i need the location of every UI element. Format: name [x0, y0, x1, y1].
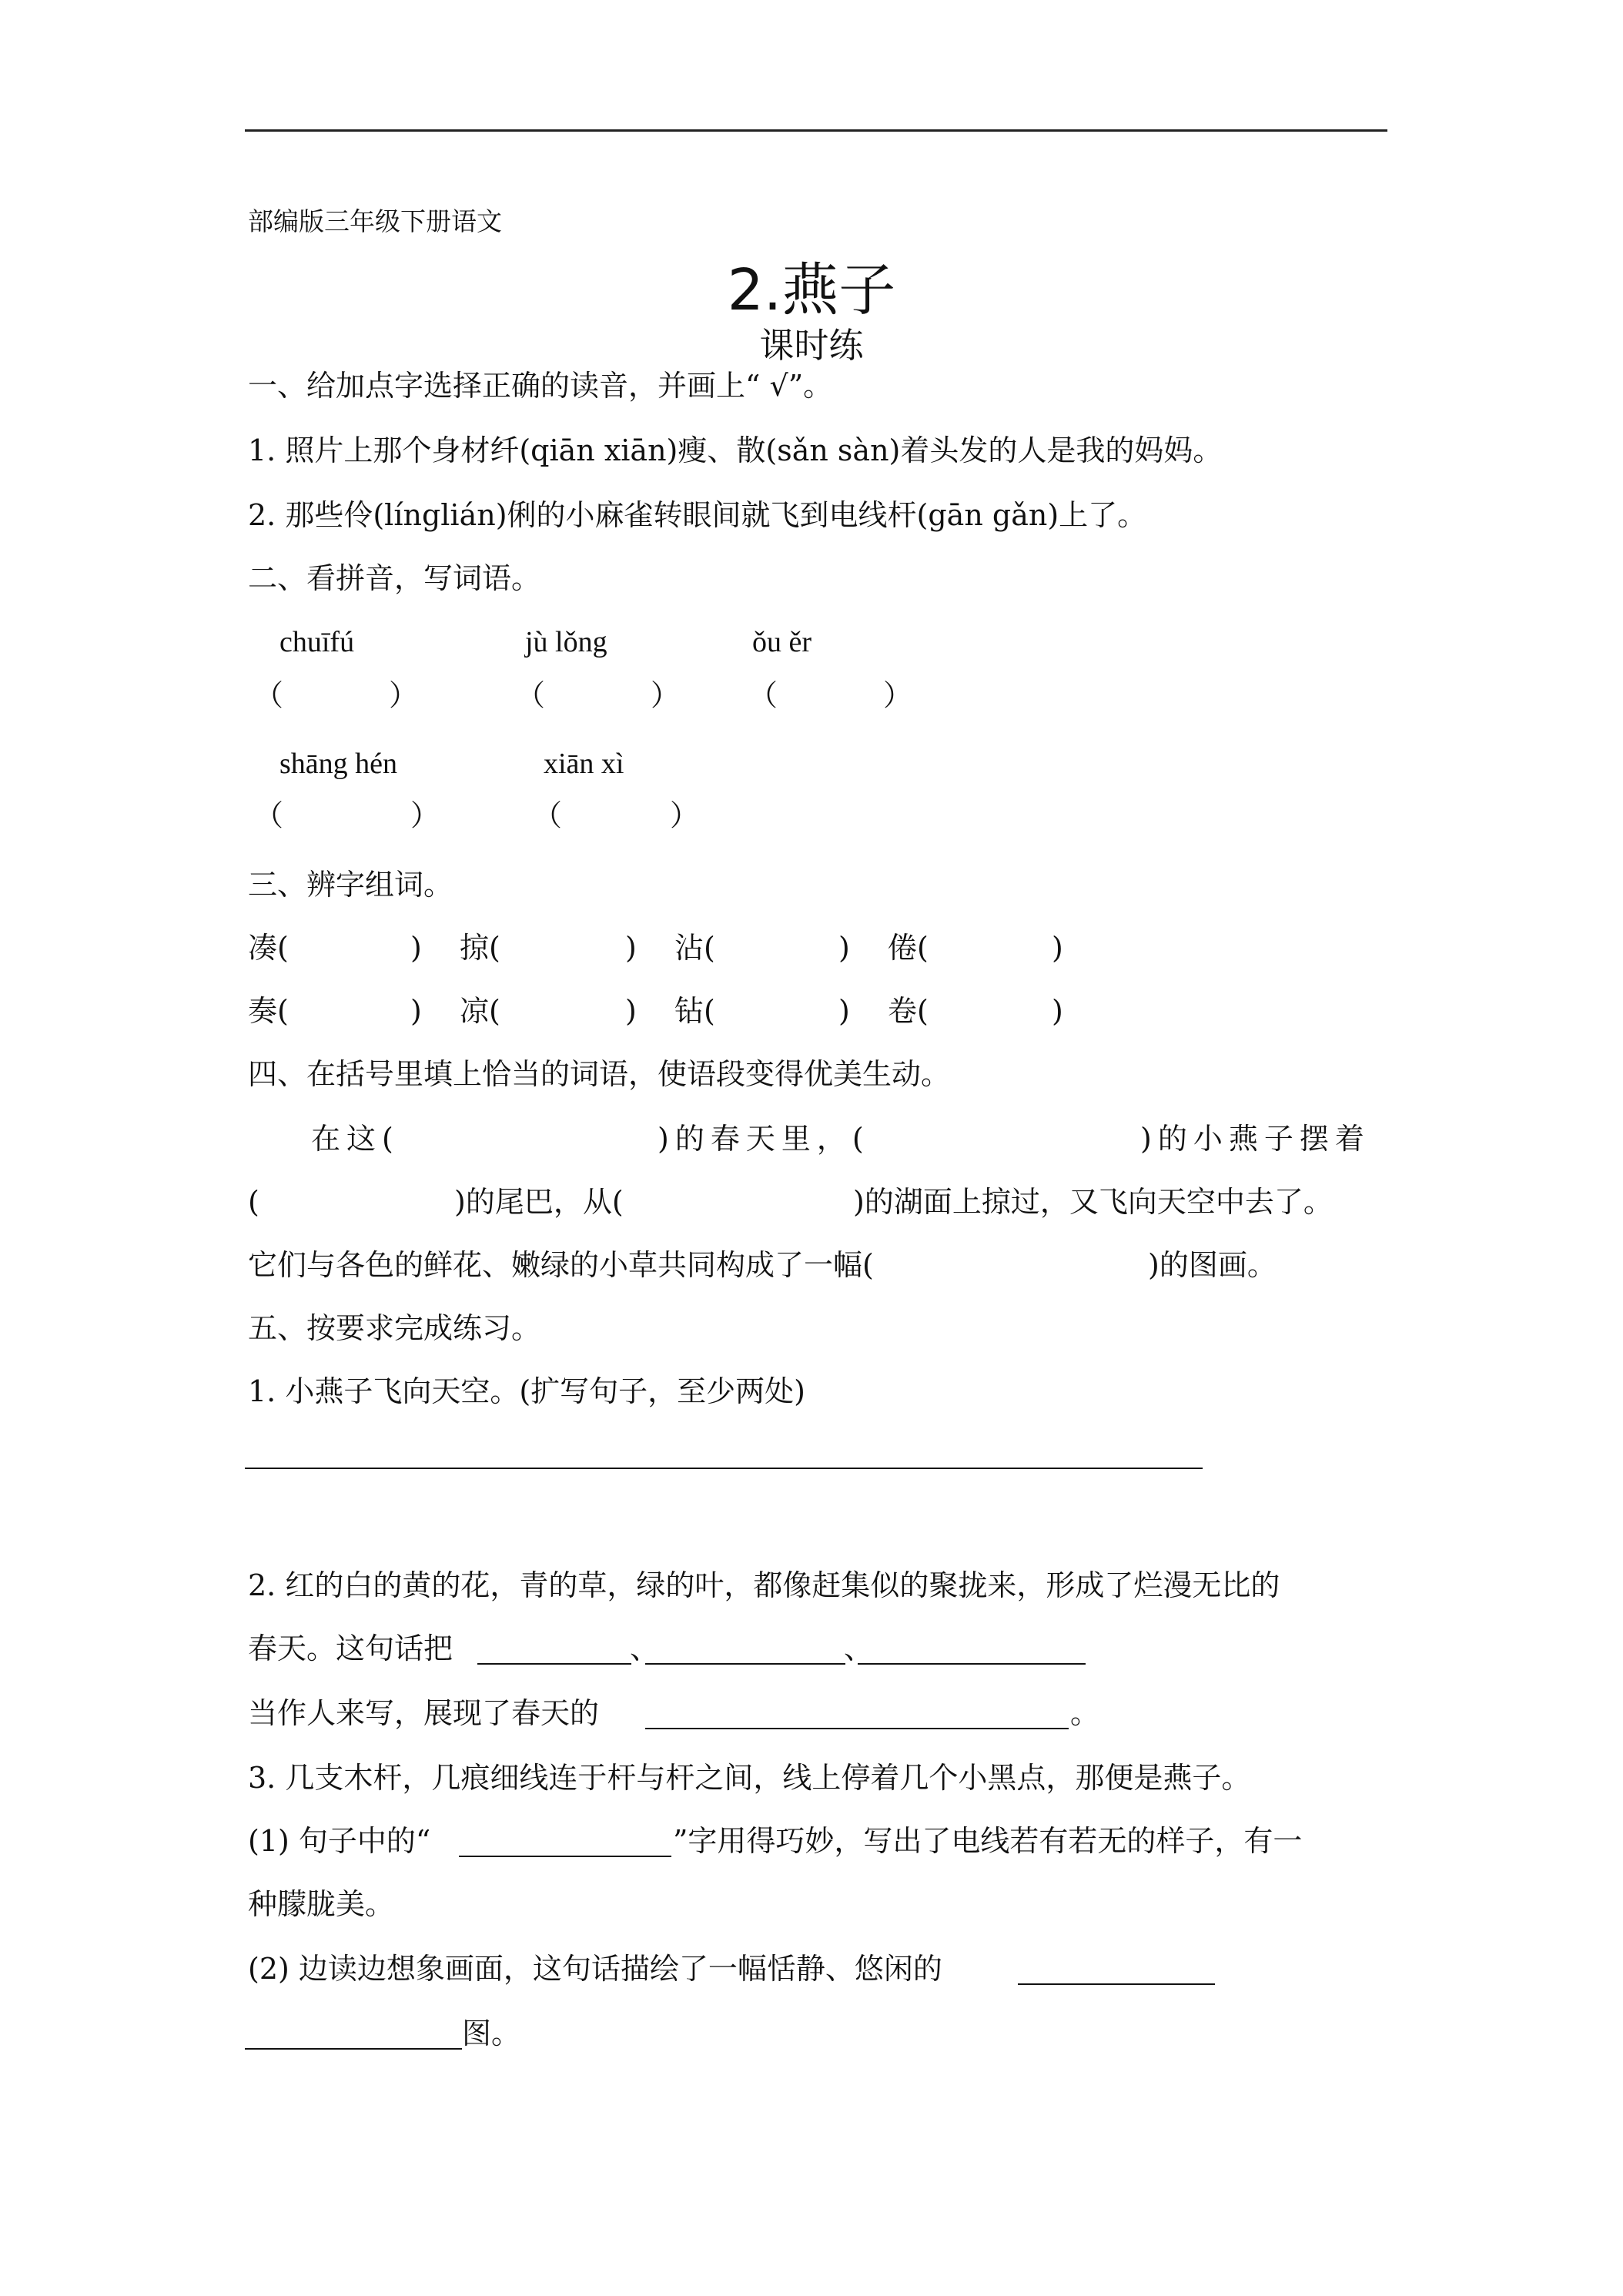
question-text: 种朦胧美。 [248, 1887, 395, 1921]
paragraph-fragment: )的尾巴，从( [454, 1185, 624, 1219]
answer-paren-open: （ [748, 678, 778, 712]
section1-question-1: 1. 照片上那个身材纤(qiān xiān)瘦、散(sǎn sàn)着头发的人是我的妈妈。 [248, 433, 1223, 467]
answer-paren-close: ） [883, 678, 913, 712]
section3-heading: 三、辨字组词。 [248, 868, 453, 902]
separator: 、 [844, 1632, 874, 1665]
answer-line [858, 1663, 1086, 1665]
question-text: 春天。这句话把 [248, 1632, 453, 1665]
char-group: 凉( [460, 994, 500, 1028]
paragraph-fragment: 它们与各色的鲜花、嫩绿的小草共同构成了一幅( [248, 1248, 874, 1282]
page-title: 2.燕子 [727, 257, 896, 323]
answer-line [459, 1856, 671, 1857]
answer-line [245, 1468, 1203, 1469]
separator: 、 [630, 1632, 660, 1665]
paragraph-fragment: 在这( [311, 1122, 400, 1156]
answer-line [245, 2048, 462, 2050]
answer-paren-close: ） [670, 798, 700, 832]
section5-question-3: 3. 几支木杆，几痕细线连于杆与杆之间，线上停着几个小黑点，那便是燕子。 [248, 1761, 1251, 1795]
question-text: (2) 边读边想象画面，这句话描绘了一幅恬静、悠闲的 [248, 1952, 942, 1986]
question-text: 图。 [462, 2017, 521, 2050]
section4-heading: 四、在括号里填上恰当的词语，使语段变得优美生动。 [248, 1057, 951, 1091]
answer-line [1018, 1983, 1215, 1985]
pinyin-item: xiān xì [544, 748, 624, 780]
char-group-close: ) [625, 931, 637, 965]
pinyin-item: chuīfú [279, 626, 355, 658]
paragraph-fragment: ( [248, 1185, 259, 1219]
question-text: 当作人来写，展现了春天的 [248, 1696, 600, 1730]
section1-question-2: 2. 那些伶(línglián)俐的小麻雀转眼间就飞到电线杆(gān gǎn)上了。 [248, 498, 1147, 532]
char-group: 钻( [674, 994, 715, 1028]
section5-question-2: 2. 红的白的黄的花，青的草，绿的叶，都像赶集似的聚拢来，形成了烂漫无比的 [248, 1568, 1280, 1602]
subject-label: 部编版三年级下册语文 [248, 206, 502, 236]
char-group-close: ) [625, 994, 637, 1028]
char-group-close: ) [410, 931, 422, 965]
answer-paren-open: （ [254, 798, 284, 832]
char-group-close: ) [1052, 994, 1063, 1028]
pinyin-item: shāng hén [279, 748, 398, 780]
char-group-close: ) [410, 994, 422, 1028]
char-group: 掠( [460, 931, 500, 965]
paragraph-fragment: )的湖面上掠过，又飞向天空中去了。 [853, 1185, 1333, 1219]
char-group: 凑( [248, 931, 289, 965]
paragraph-fragment: )的春天里，( [658, 1122, 870, 1156]
answer-paren-open: （ [516, 678, 546, 712]
section1-heading: 一、给加点字选择正确的读音，并画上“ √”。 [248, 369, 833, 403]
answer-line [477, 1663, 631, 1665]
answer-paren-close: ） [410, 798, 440, 832]
answer-line [645, 1728, 1069, 1729]
answer-paren-open: （ [254, 678, 284, 712]
answer-paren-close: ） [651, 678, 681, 712]
paragraph-fragment: )的图画。 [1148, 1248, 1277, 1282]
answer-paren-open: （ [533, 798, 563, 832]
char-group: 卷( [888, 994, 929, 1028]
question-text: 。 [1070, 1696, 1100, 1730]
page-subtitle: 课时练 [759, 325, 864, 366]
question-text: ”字用得巧妙，写出了电线若有若无的样子，有一 [673, 1824, 1303, 1858]
section5-heading: 五、按要求完成练习。 [248, 1311, 541, 1345]
char-group-close: ) [1052, 931, 1063, 965]
char-group: 奏( [248, 994, 289, 1028]
pinyin-item: jù lǒng [525, 626, 607, 658]
char-group: 倦( [888, 931, 929, 965]
question-text: (1) 句子中的“ [248, 1824, 431, 1858]
answer-line [645, 1663, 845, 1665]
section5-question-1: 1. 小燕子飞向天空。(扩写句子，至少两处) [248, 1374, 805, 1408]
char-group: 沾( [674, 931, 715, 965]
pinyin-item: ǒu ěr [752, 626, 812, 658]
char-group-close: ) [838, 994, 850, 1028]
answer-paren-close: ） [389, 678, 419, 712]
char-group-close: ) [838, 931, 850, 965]
header-rule [245, 129, 1387, 132]
paragraph-fragment: )的小燕子摆着 [1140, 1122, 1370, 1156]
section2-heading: 二、看拼音，写词语。 [248, 561, 541, 595]
